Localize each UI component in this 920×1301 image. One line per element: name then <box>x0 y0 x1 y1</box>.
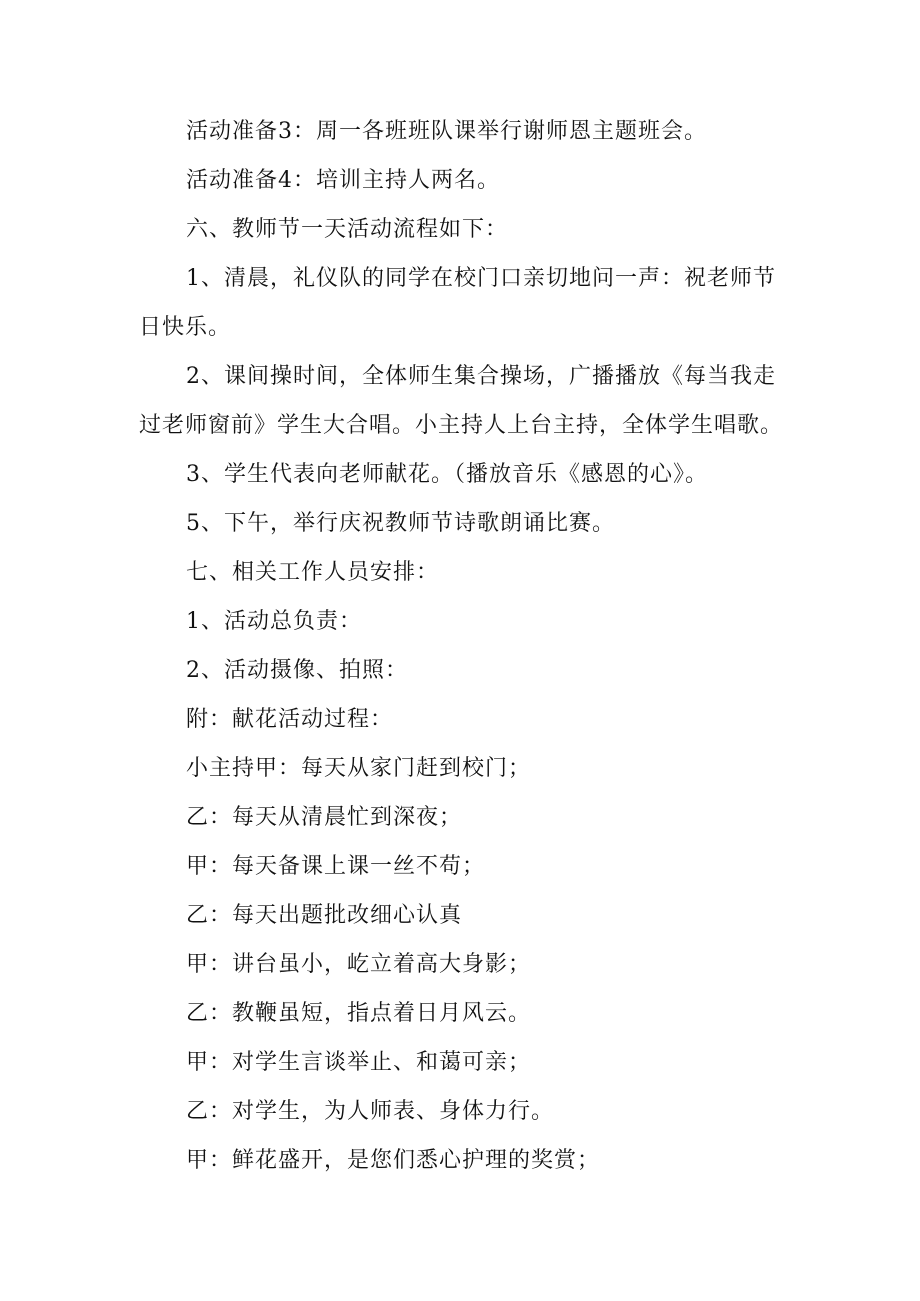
prep-4-line: 活动准备4：培训主持人两名。 <box>186 168 500 193</box>
dialogue-line: 甲：对学生言谈举止、和蔼可亲； <box>186 1050 532 1075</box>
step-2-line: 2、课间操时间，全体师生集合操场，广播播放《每当我走 <box>186 364 776 389</box>
dialogue-line: 乙：教鞭虽短，指点着日月风云。 <box>186 1001 532 1026</box>
dialogue-line: 乙：对学生，为人师表、身体力行。 <box>186 1099 555 1124</box>
dialogue-line: 甲：鲜花盛开，是您们悉心护理的奖赏； <box>186 1148 601 1173</box>
dialogue-line: 乙：每天出题批改细心认真 <box>186 903 463 928</box>
dialogue-line: 甲：讲台虽小，屹立着高大身影； <box>186 952 532 977</box>
prep-3-line: 活动准备3：周一各班班队课举行谢师恩主题班会。 <box>186 119 707 144</box>
staff-1-line: 1、活动总负责： <box>186 609 362 634</box>
section-6-heading: 六、教师节一天活动流程如下： <box>186 217 509 242</box>
step-1-line: 1、清晨，礼仪队的同学在校门口亲切地问一声：祝老师节 <box>186 266 776 291</box>
appendix-heading: 附：献花活动过程： <box>186 707 394 732</box>
section-7-heading: 七、相关工作人员安排： <box>186 560 440 585</box>
dialogue-line: 小主持甲：每天从家门赶到校门； <box>186 756 532 781</box>
step-3-line: 3、学生代表向老师献花。（播放音乐《感恩的心》。 <box>186 462 708 487</box>
step-1-continuation: 日快乐。 <box>139 315 232 340</box>
staff-2-line: 2、活动摄像、拍照： <box>186 658 408 683</box>
dialogue-line: 甲：每天备课上课一丝不苟； <box>186 854 486 879</box>
dialogue-line: 乙：每天从清晨忙到深夜； <box>186 805 463 830</box>
step-2-continuation: 过老师窗前》学生大合唱。小主持人上台主持，全体学生唱歌。 <box>139 413 784 438</box>
step-5-line: 5、下午，举行庆祝教师节诗歌朗诵比赛。 <box>186 511 615 536</box>
